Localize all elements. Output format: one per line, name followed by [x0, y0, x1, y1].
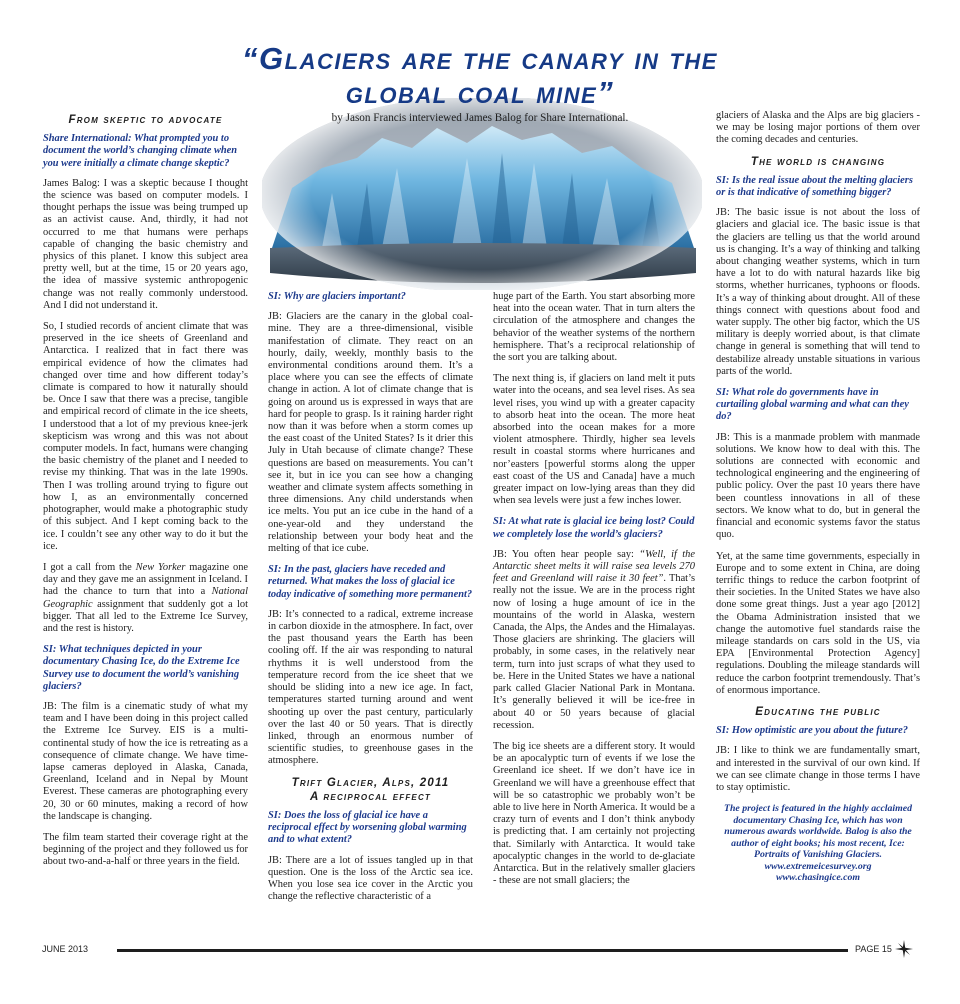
glacier-photo	[262, 98, 702, 290]
website-link[interactable]: www.extremeicesurvey.org	[764, 860, 872, 872]
answer-paragraph: JB: There are a lot of issues tangled up in that question. One is the loss of the Arctic sea ice. When you lose sea ice cover in the Arctic you change the reflective characteristic of a	[268, 854, 473, 903]
question: SI: What techniques depicted in your documentary Chasing Ice, do the Extreme Ice Survey use to document the world’s vanishing glaciers?	[43, 644, 240, 692]
question: SI: Does the loss of glacial ice have a reciprocal effect by worsening global warming and to what extent?	[268, 809, 467, 846]
website-link[interactable]: www.chasingice.com	[775, 872, 860, 884]
column-4	[716, 110, 920, 884]
answer-paragraph: JB: Glaciers are the canary in the global coal-mine. They are a three-dimensional, visible manifestation of climate. They react on an hourly, daily, weekly, monthly basis to the environmental conditions around them. It’s a place where you can see the effects of climate change in action. A lot of climate change that is going on around us is expressed in ways that are hard for people to grasp. Is it raining harder right now than it was before when a storm comes up the east coast of the United States? Is it drier this July in Utah because of climate change? These questions are based on measurements. You can’t see it, but in ice you can see how a changing weather and climate system affects something in three dimensions. Any child understands when ice melts. You put an ice cube in the hand of a one-year-old and they understand the relationship between your body heat and the melting of that ice cube.	[268, 311, 473, 555]
question: SI: In the past, glaciers have receded and returned. What makes the loss of glacial ice today indicative of something more permanent?	[268, 564, 473, 600]
question: SI: What role do governments have in curtailing global warming and what can they do?	[716, 387, 909, 423]
answer-paragraph: JB: This is a manmade problem with manmade solutions. We know how to deal with this. The solutions are connected with economic and technological engineering and the engineering of public policy. Over the past 10 years there have been countless innovations in all of these sectors. We know what to do, but in general the financial and economic systems favor the status quo.	[716, 431, 920, 541]
section-heading: From skeptic to advocate	[68, 114, 223, 126]
section-heading: Trift Glacier, Alps, 2011	[291, 776, 450, 789]
question: Share International: What prompted you to document the world’s changing climate when you were initially a climate change skeptic?	[43, 133, 238, 169]
column-2	[268, 291, 473, 912]
title-line-2: global coal mine”	[345, 75, 615, 110]
answer-paragraph: The next thing is, if glaciers on land melt it puts water into the oceans, and sea level rises. As sea level rises, you wind up with a greater capacity to absorb heat into the ocean. The more heat absorbed into the ocean makes for a more violent atmosphere. Thirdly, higher sea levels result in coastal storms where hurricanes and nor’easters [powerful storms along the upper east coast of the US and Canada] have a much greater impact on low-lying areas than they did when sea levels were just a few inches lower.	[493, 373, 695, 507]
answer-paragraph: JB: I like to think we are fundamentally smart, and interested in the survival of our own kind. If we can see climate change in those terms I have to stay optimistic.	[716, 745, 920, 793]
section-heading: Educating the public	[755, 705, 881, 718]
answer-paragraph: So, I studied records of ancient climate that was preserved in the ice sheets of Greenland and Antarctica. I realized that in fact there was empirical evidence of how the climates had changed over time and how different today’s climate is compared to how it naturally should be. Once I saw that there was a precise, tangible and empirical record of climate in the ice sheets, I understood that a lot of my previous knee-jerk skepticism was wrong and this was not about computer models. In fact, humans were changing the basic chemistry of the planet and I needed to revise my thinking. That was in the late 1990s. Then I was trolling around trying to figure out how I, as an environmentally concerned photographer, would make a photographic study of this subject. And I kept coming back to the ice. I couldn’t see any other way to do it but the ice.	[43, 321, 248, 552]
text-run: magazine one day and they gave me an assignment in Iceland. I had the chance to turn that into a	[43, 561, 249, 598]
answer-paragraph: huge part of the Earth. You start absorbing more heat into the ocean water. That in turn alters the circulation of the atmosphere and changes the behavior of the weather systems of the northern hemisphere. That’s a reciprocal relationship of the sort you are talking about.	[493, 291, 695, 364]
text-run: JB: You often hear people say:	[493, 548, 640, 560]
question: SI: Is the real issue about the melting glaciers or is that indicative of something bigger?	[716, 174, 913, 199]
project-credit: The project is featured in the highly acclaimed documentary Chasing Ice, which has won numerous awards worldwide. Balog is also the author of eight books; his most recent, Ice: Portraits of Vanishing Glaciers.	[723, 803, 913, 861]
answer-paragraph: glaciers of Alaska and the Alps are big glaciers - we may be losing major portions of them over the coming decades and centuries.	[716, 110, 920, 146]
magazine-name: New Yorker	[135, 561, 186, 573]
answer-paragraph	[493, 549, 695, 732]
magazine-name: National Geographic	[43, 586, 248, 610]
title-line-1: “Glaciers are the canary in the	[242, 41, 718, 76]
column-3	[493, 291, 695, 896]
question: SI: Why are glaciers important?	[268, 291, 406, 302]
answer-paragraph: JB: The film is a cinematic study of what my team and I have been doing in this project called the Extreme Ice Survey. EIS is a multi-continental study of how the ice is retreating as a consequence of climate change. We have time-lapse cameras deployed in Alaska, Canada, Greenland, Iceland and in Nepal by Mount Everest. These cameras are photographing every 20, 30 or 60 minutes, making a record of how the landscape is changing.	[43, 700, 248, 822]
article-title	[220, 42, 740, 110]
answer-paragraph: The big ice sheets are a different story. It would be an apocalyptic turn of events if we lose the Greenland ice sheet. If we don’t have ice in Greenland we will have a greenhouse effect that will be so catastrophic we probably won’t be able to live here in North America. It would be a crazy turn of events and I don’t think anybody is predicting that. I am certainly not projecting that. Similarly with Antarctica. It would take apocalyptic changes in the world to de-glaciate Antarctica. But in the relatively smaller glaciers - these are not small glaciers; the	[493, 740, 695, 887]
star-icon	[895, 940, 913, 958]
answer-paragraph: JB: It’s connected to a radical, extreme increase in carbon dioxide in the atmosphere. In fact, over the past thousand years the Earth has been cooling off. If the air was responding to natural rhythms it is well understood from the temperature record from the ice sheet that we should be sliding into a new ice age. In fact, temperatures started turning around and went shooting up over the past century, particularly over the last 40 or 50 years. That is directly linked, through an enormous number of scientific studies, to greenhouse gases in the atmosphere.	[268, 608, 473, 767]
answer-paragraph: Yet, at the same time governments, especially in Europe and to some extent in China, are doing terrific things to reduce the carbon footprint of their societies. In the United States we have also done some great things. Just a year ago [2012] the Obama Administration insisted that we change the automotive fuel standards raise the mileage standards on cars sold in the US, via EPA [Environmental Protection Agency] regulations. Doubling the mileage standards will reduce the carbon footprint tremendously. That’s of enormous importance.	[716, 550, 920, 696]
answer-paragraph: James Balog: I was a skeptic because I thought the science was based on computer models. I thought perhaps the issue was being trumped up as an activist cause. And, thirdly, it had not occurred to me that humans were perhaps capable of changing the basic chemistry and physics of this planet. I know this subject area pretty well, but at the time, 15 or 20 years ago, the idea of massive systemic anthropogenic change was not really commonly understood. And I did not understand it.	[43, 177, 248, 311]
page-number: PAGE 15	[855, 944, 892, 954]
byline: by Jason Francis interviewed James Balog for Share International.	[331, 112, 629, 124]
section-heading: A reciprocal effect	[309, 790, 432, 803]
question: SI: At what rate is glacial ice being lost? Could we completely lose the world’s glaciers?	[493, 516, 695, 540]
answer-paragraph	[43, 562, 248, 635]
footer-rule	[117, 949, 848, 952]
text-run: . That’s really not the issue. We are in the process right now of losing a huge amount of ice in the mountains of the world in Alaska, western Canada, the Alps, the Andes and the Himalayas. Those glaciers are shrinking. The glaciers will probably, in some cases, in the relatively near term, turn into just scraps of what they used to be. Here in the United States we have a national park called Glacier National Park in Montana. It’s generally believed it will be ice-free in about 40 or 50 years because of glacial recession.	[493, 573, 695, 731]
text-run: I got a call from the	[43, 561, 136, 573]
answer-paragraph: The film team started their coverage right at the beginning of the project and they followed us for about two-and-a-half or three years in the field.	[43, 831, 248, 868]
issue-date: JUNE 2013	[42, 944, 89, 954]
text-run: assignment that suddenly got a lot bigger. That all led to the Extreme Ice Survey, and the rest is history.	[43, 598, 248, 634]
question: SI: How optimistic are you about the future?	[716, 725, 908, 737]
quotation: “Well, if the Antarctic sheet melts it will raise sea levels 270 feet and Greenland will raise it 30 feet”	[493, 548, 695, 585]
column-1	[43, 112, 248, 878]
answer-paragraph: JB: The basic issue is not about the loss of glaciers and glacial ice. The basic issue is that the glaciers are telling us that the world around us is changing. It’s a way of thinking and talking about changing weather systems, which in turn have a lot to do with natural hazards like big storms, whether hurricanes, typhoons or floods. It’s a way of thinking about drought. All of these things connect with questions about food and water supply. The other big factor, which the US military is deeply worried about, is that climate change in general is something that will tend to destabilize already unstable situations in various parts of the world.	[716, 207, 920, 377]
section-heading: The world is changing	[750, 155, 886, 168]
